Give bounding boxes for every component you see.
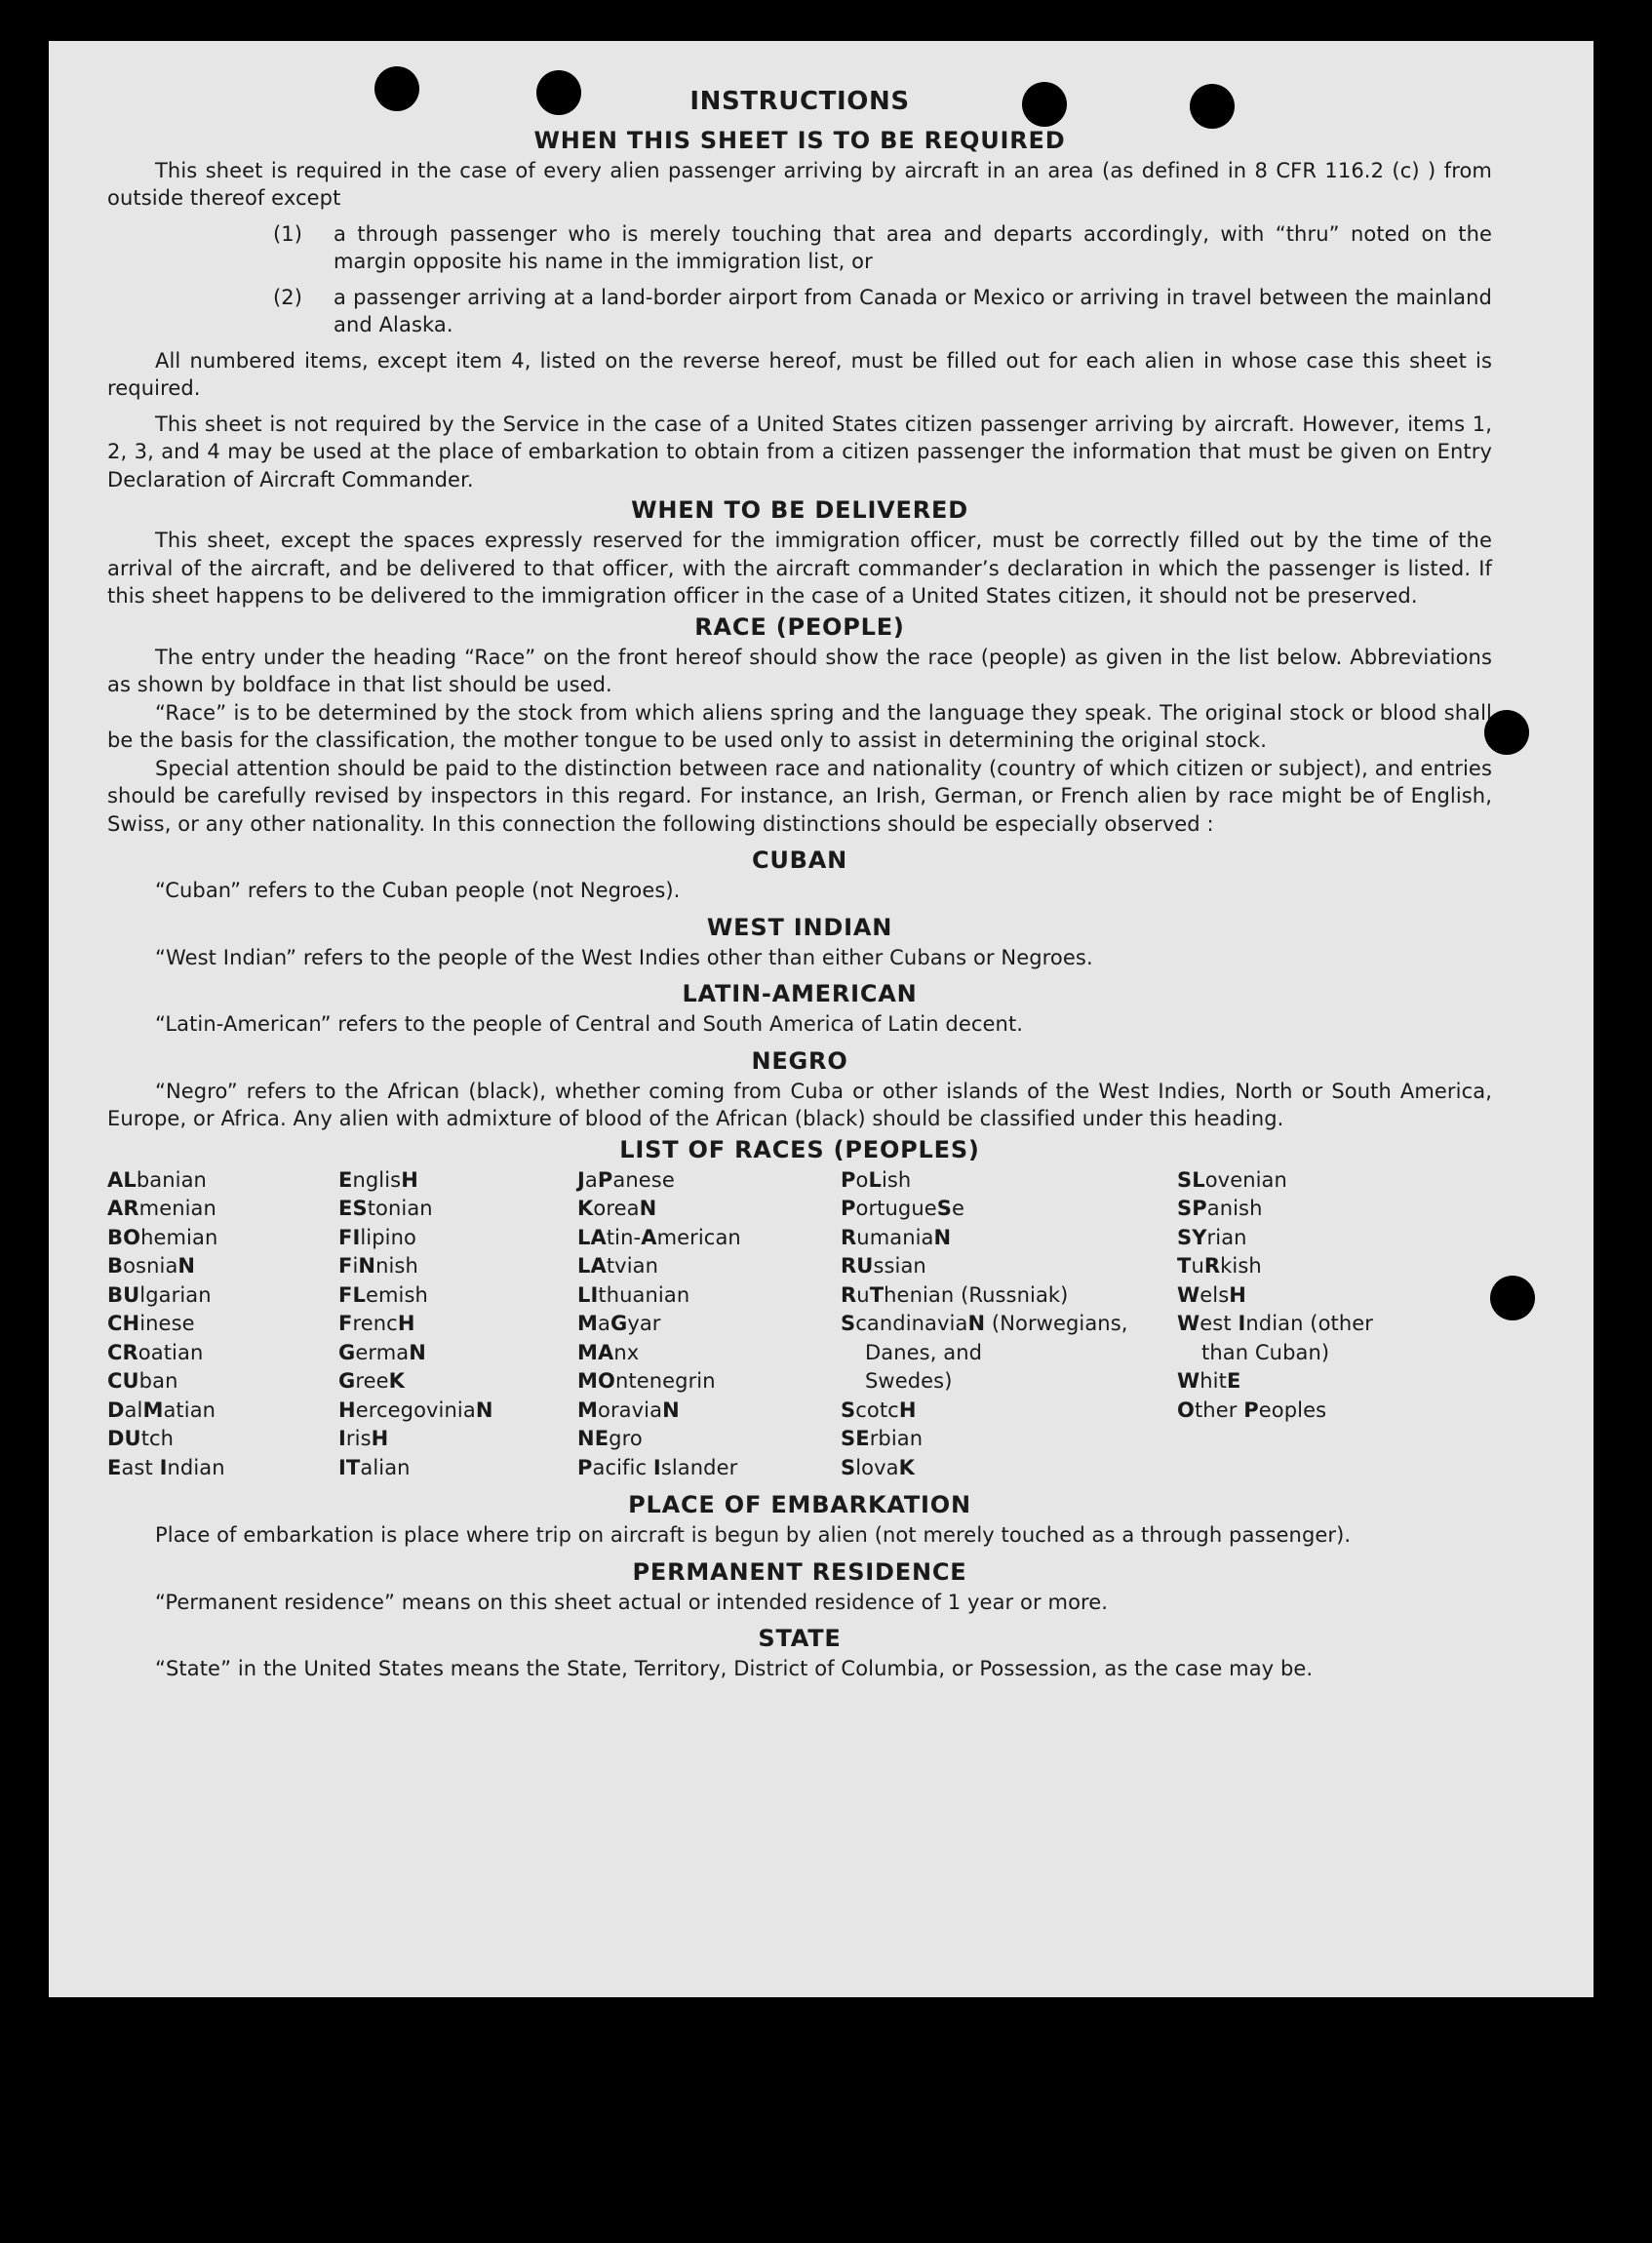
race-entry: CHinese	[107, 1312, 195, 1335]
race-column	[107, 1166, 338, 1483]
instructions-content	[107, 88, 1492, 1683]
section-heading: STATE	[758, 1625, 842, 1652]
section-heading: RACE (PEOPLE)	[694, 612, 905, 641]
race-entry: LIthuanian	[577, 1282, 690, 1307]
paragraph: The entry under the heading “Race” on the front hereof should show the race (people) as given in the list below. Abbreviations as shown by boldface in that list should be used.	[107, 645, 1492, 696]
race-entry: PoLish	[841, 1167, 912, 1192]
paragraph: This sheet is not required by the Service in the case of a United States citizen passenger arriving by aircraft. However, items 1, 2, 3, and 4 may be used at the place of embarkation to obtain from a citizen passenger the information that must be given on Entry Declaration of Aircraft Commander.	[107, 412, 1492, 492]
section-heading: WHEN TO BE DELIVERED	[631, 496, 968, 524]
race-entry: FrencH	[338, 1312, 415, 1335]
paragraph: “Permanent residence” means on this sheet actual or intended residence of 1 year or more.	[155, 1590, 1109, 1614]
race-column	[338, 1166, 577, 1483]
paragraph: “Cuban” refers to the Cuban people (not Negroes).	[155, 879, 681, 902]
race-entry: BOhemian	[107, 1225, 218, 1249]
section-heading: PLACE OF EMBARKATION	[628, 1491, 971, 1518]
race-entry: East Indian	[107, 1455, 225, 1479]
paragraph: Special attention should be paid to the distinction between race and nationality (country of which citizen or subject), and entries should be carefully revised by inspectors in this regard. For instance, an Irish, German, or French alien by race might be of English, Swiss, or any other nationality. In this connection the following distinctions should be especially observed :	[107, 756, 1492, 836]
race-entry: Danes, and	[865, 1340, 983, 1364]
race-entry: CRoatian	[107, 1340, 204, 1364]
paragraph: “Race” is to be determined by the stock from which aliens spring and the language they speak. The original stock or blood shall be the basis for the classification, the mother tongue to be used only to assist in determining the original stock.	[107, 700, 1492, 752]
race-entry: BUlgarian	[107, 1282, 212, 1307]
race-column	[577, 1166, 841, 1483]
race-column	[1177, 1166, 1431, 1483]
race-entry: ScandinaviaN (Norwegians,	[841, 1312, 1128, 1335]
race-entry: JaPanese	[577, 1167, 675, 1192]
race-entry: BosniaN	[107, 1254, 196, 1278]
race-entry: DalMatian	[107, 1397, 216, 1422]
race-entry: CUban	[107, 1369, 178, 1393]
race-entry: EStonian	[338, 1197, 433, 1220]
section-heading: WHEN THIS SHEET IS TO BE REQUIRED	[533, 126, 1066, 154]
list-item	[273, 284, 1492, 339]
race-entry: RuThenian (Russniak)	[841, 1282, 1069, 1307]
race-entry: SYrian	[1177, 1225, 1247, 1249]
paragraph: This sheet is required in the case of every alien passenger arriving by aircraft in an area (as defined in 8 CFR 116.2 (c) ) from outside thereof except	[107, 158, 1492, 210]
race-entry: WelsH	[1177, 1282, 1246, 1307]
race-entry: ITalian	[338, 1455, 411, 1479]
race-entry: FLemish	[338, 1282, 428, 1307]
race-entry: SLovenian	[1177, 1167, 1287, 1192]
race-entry: LAtvian	[577, 1254, 659, 1278]
race-entry: Swedes)	[865, 1369, 953, 1393]
race-column	[841, 1166, 1177, 1483]
race-entry: GermaN	[338, 1340, 426, 1364]
list-item	[273, 220, 1492, 276]
race-entry: ALbanian	[107, 1167, 207, 1192]
paragraph: “West Indian” refers to the people of the West Indies other than either Cubans or Negroes.	[155, 945, 1093, 969]
race-entry: FiNnish	[338, 1254, 418, 1278]
race-entry: MAnx	[577, 1340, 640, 1364]
race-entry: RUssian	[841, 1254, 926, 1278]
race-entry: than Cuban)	[1201, 1340, 1330, 1364]
race-entry: NEgro	[577, 1427, 643, 1450]
race-entry: DUtch	[107, 1427, 175, 1450]
section-heading: LATIN-AMERICAN	[682, 980, 918, 1007]
race-entry: ARmenian	[107, 1197, 216, 1220]
list-text: a passenger arriving at a land-border airport from Canada or Mexico or arriving in travel between the mainland and Alaska.	[334, 285, 1492, 336]
race-entry: SlovaK	[841, 1455, 915, 1479]
race-entry: TuRkish	[1177, 1254, 1262, 1278]
section-heading: CUBAN	[751, 846, 848, 874]
race-entry: RumaniaN	[841, 1225, 952, 1249]
race-entry: MoraviaN	[577, 1397, 680, 1422]
list-number: (1)	[273, 221, 303, 246]
paragraph: This sheet, except the spaces expressly reserved for the immigration officer, must be correctly filled out by the time of the arrival of the aircraft, and be delivered to that officer, with the aircraft commander’s declaration in which the passenger is listed. If this sheet happens to be delivered to the immigration officer in the case of a United States citizen, it should not be preserved.	[107, 529, 1492, 608]
list-number: (2)	[273, 285, 303, 309]
race-entry: LAtin-American	[577, 1225, 741, 1249]
page-title: INSTRUCTIONS	[689, 87, 910, 116]
list-text: a through passenger who is merely touching that area and departs accordingly, with “thru” noted on the margin opposite his name in the immigration list, or	[334, 221, 1492, 273]
race-entry: PortugueSe	[841, 1197, 965, 1220]
section-heading: PERMANENT RESIDENCE	[632, 1557, 967, 1586]
race-entry: KoreaN	[577, 1197, 657, 1220]
race-entry: SPanish	[1177, 1197, 1263, 1220]
race-entry: HercegoviniaN	[338, 1397, 493, 1422]
race-entry: West Indian (other	[1177, 1312, 1374, 1335]
race-entry: Pacific Islander	[577, 1455, 738, 1479]
race-entry: Other Peoples	[1177, 1397, 1327, 1422]
race-entry: WhitE	[1177, 1369, 1241, 1393]
paragraph: “Latin-American” refers to the people of Central and South America of Latin decent.	[155, 1012, 1024, 1036]
race-entry: EnglisH	[338, 1167, 418, 1192]
race-entry: GreeK	[338, 1369, 406, 1393]
section-heading: NEGRO	[751, 1046, 848, 1075]
race-entry: MOntenegrin	[577, 1369, 716, 1393]
race-entry: ScotcH	[841, 1397, 917, 1422]
race-list	[107, 1166, 1492, 1483]
race-entry: FIlipino	[338, 1225, 416, 1249]
paragraph: “State” in the United States means the State, Territory, District of Columbia, or Possession, as the case may be.	[155, 1657, 1314, 1680]
race-entry: MaGyar	[577, 1312, 661, 1335]
race-entry: SErbian	[841, 1427, 924, 1450]
section-heading: WEST INDIAN	[706, 913, 893, 941]
section-heading: LIST OF RACES (PEOPLES)	[619, 1135, 980, 1163]
paragraph: “Negro” refers to the African (black), whether coming from Cuba or other islands of the West Indies, North or South America, Europe, or Africa. Any alien with admixture of blood of the African (black) should be classified under this heading.	[107, 1079, 1492, 1130]
race-entry: IrisH	[338, 1427, 389, 1450]
paragraph: Place of embarkation is place where trip on aircraft is begun by alien (not merely touched as a through passenger).	[155, 1523, 1352, 1547]
paragraph: All numbered items, except item 4, listed on the reverse hereof, must be filled out for each alien in whose case this sheet is required.	[107, 348, 1492, 400]
punch-hole	[1490, 1276, 1535, 1320]
